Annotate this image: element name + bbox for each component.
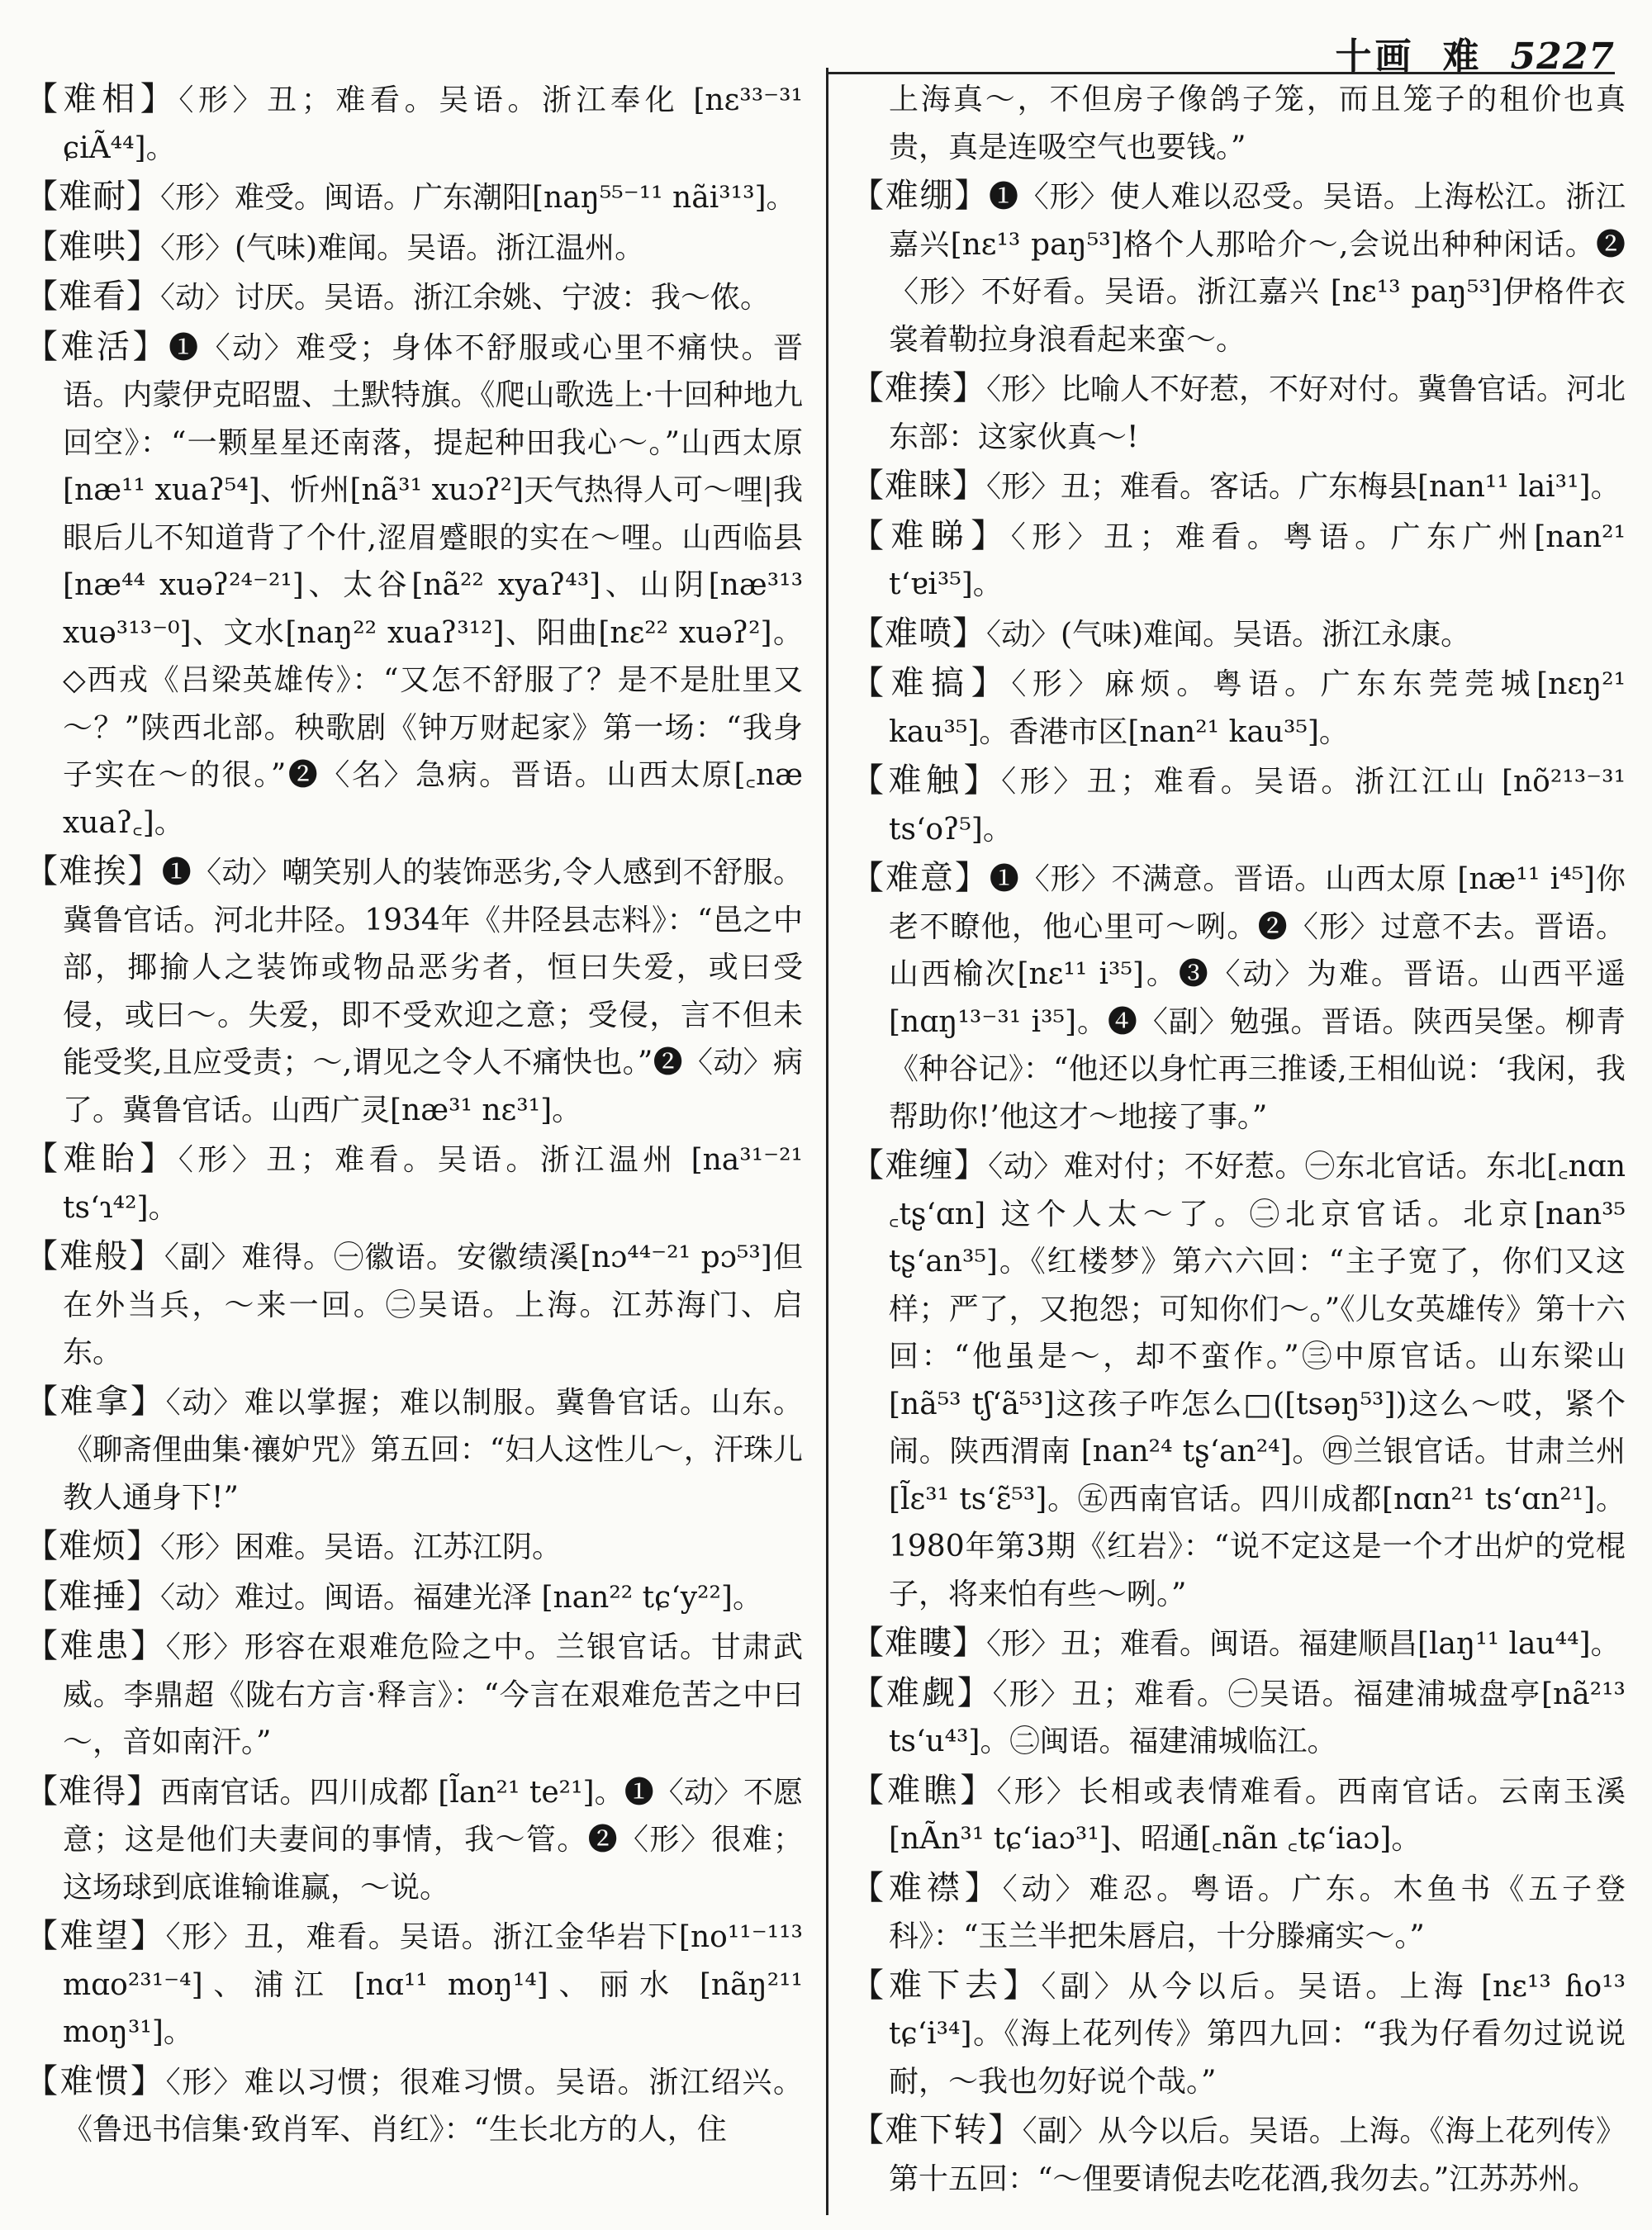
entry-definition: 〈副〉从今以后。吴语。上海 [nɛ¹³ ɦo¹³ tɕʻi³⁴]。《海上花列传》第四九回：“我为仔看勿过说说耐，～我也勿好说个哉。”	[889, 1969, 1626, 2099]
dictionary-entry	[851, 76, 1626, 171]
entry-definition: 〈形〉比喻人不好惹，不好对付。冀鲁官话。河北东部：这家伙真～!	[889, 372, 1626, 454]
dictionary-entry	[851, 757, 1626, 853]
entry-headword: 【难挨】	[25, 852, 162, 890]
entry-headword: 【难瞜】	[851, 1624, 986, 1662]
entry-headword: 【难襟】	[851, 1868, 1003, 1907]
entry-definition: ❶〈动〉难受；身体不舒服或心里不痛快。晋语。内蒙伊克昭盟、土默特旗。《爬山歌选上·十回种地九回空》：“一颗星星还南落，提起种田我心～。”山西太原[næ¹¹ xuaʔ⁵⁴]、忻州[nã³¹ xuɔʔ²]天气热得人可～哩|我眼后儿不知道背了个什,涩眉蹙眼的实在～哩。山西临县[næ⁴⁴ xuəʔ²⁴⁻²¹]、太谷[nã²² xyaʔ⁴³]、山阴[næ³¹³ xuə³¹³⁻⁰]、文水[naŋ²² xuaʔ³¹²]、阳曲[nɛ²² xuəʔ²]。◇西戎《吕梁英雄传》：“又怎不舒服了？是不是肚里又～？”陕西北部。秧歌剧《钟万财起家》第一场：“我身子实在～的很。”❷〈名〉急病。晋语。山西太原[꜀næ xuaʔ꜀]。	[63, 330, 803, 840]
entry-headword: 【难哄】	[25, 227, 160, 266]
dictionary-entry	[25, 324, 803, 847]
entry-definition: 〈动〉(气味)难闻。吴语。浙江永康。	[986, 617, 1471, 652]
entry-headword: 【难缠】	[851, 1146, 989, 1184]
dictionary-entry	[25, 1768, 803, 1912]
entry-headword: 【难捶】	[25, 1577, 160, 1616]
entry-headword: 【难下去】	[851, 1966, 1042, 2005]
entry-headword: 【难活】	[25, 327, 169, 366]
dictionary-entry	[25, 2058, 803, 2154]
dictionary-entry	[851, 1620, 1626, 1668]
dictionary-entry	[851, 2107, 1626, 2203]
entry-definition: 〈形〉丑；难看。闽语。福建顺昌[laŋ¹¹ lau⁴⁴]。	[986, 1627, 1621, 1661]
entry-definition: 〈形〉麻烦。粤语。广东东莞莞城[nɛŋ²¹ kau³⁵]。香港市区[nan²¹ kau³⁵]。	[889, 667, 1626, 749]
entry-definition: 〈形〉丑；难看。粤语。广东广州[nan²¹ tʻɐi³⁵]。	[889, 520, 1626, 601]
entry-definition: 〈动〉难忍。粤语。广东。木鱼书《五子登科》：“玉兰半把朱唇启，十分滕痛实～。”	[889, 1872, 1626, 1953]
entry-headword: 【难拿】	[25, 1382, 166, 1421]
entry-definition: 〈动〉难对付；不好惹。㊀东北官话。东北[꜀nɑn ꜀tʂʻɑn] 这个人太～了。㊁北京官话。北京[nan³⁵ tʂʻan³⁵]。《红楼梦》第六六回：“主子宽了，你们又这样；严了，又抱怨；可知你们～。”《儿女英雄传》第十六回：“他虽是～，却不蛮作。”㊂中原官话。山东梁山[nã⁵³ tʃʻã⁵³]这孩子咋怎么□([tsəŋ⁵³])这么～哎，紧个闹。陕西渭南 [nan²⁴ tʂʻan²⁴]。㊃兰银官话。甘肃兰州[l̃ɛ³¹ tsʻɛ̃⁵³]。㊄西南官话。四川成都[nɑn²¹ tsʻɑn²¹]。1980年第3期《红岩》：“说不定这是一个才出炉的党棍子，将来怕有些～咧。”	[889, 1150, 1626, 1611]
entry-headword: 【难触】	[851, 762, 1002, 799]
dictionary-entry	[851, 1767, 1626, 1863]
dictionary-entry	[851, 463, 1626, 511]
dictionary-entry	[25, 76, 803, 172]
entry-definition: 〈动〉难以掌握；难以制服。冀鲁官话。山东。《聊斋俚曲集·禳妒咒》第五回：“妇人这性儿～，汗珠儿教人通身下!”	[63, 1385, 803, 1515]
entry-definition: 西南官话。四川成都 [l̃an²¹ te²¹]。❶〈动〉不愿意；这是他们夫妻间的事情，我～管。❷〈形〉很难；这场球到底谁输谁赢，～说。	[63, 1775, 803, 1905]
dictionary-entry	[851, 173, 1626, 363]
dictionary-entry	[25, 224, 803, 273]
entry-definition: 〈形〉丑，难看。吴语。浙江金华岩下[no¹¹⁻¹¹³ mɑo²³¹⁻⁴]、浦江 [nɑ¹¹ moŋ¹⁴]、丽水 [nãŋ²¹¹ moŋ³¹]。	[63, 1920, 803, 2049]
dictionary-entry	[25, 848, 803, 1134]
entry-definition: 〈形〉困难。吴语。江苏江阴。	[160, 1530, 563, 1564]
page-number: 5227	[1510, 36, 1615, 78]
entry-definition: 〈形〉丑；难看。吴语。浙江奉化 [nɛ³³⁻³¹ ɕiÃ⁴⁴]。	[63, 83, 803, 165]
header-rule	[826, 72, 1615, 74]
entry-headword: 【难觑】	[851, 1673, 993, 1712]
entry-headword: 【难睇】	[851, 516, 1011, 555]
dictionary-entry	[851, 513, 1626, 609]
dictionary-entry	[851, 610, 1626, 659]
entry-headword: 【难睐】	[851, 467, 986, 505]
entry-definition: 〈形〉难受。闽语。广东潮阳[naŋ⁵⁵⁻¹¹ nãi³¹³]。	[160, 181, 796, 215]
dictionary-entry	[25, 1523, 803, 1572]
dictionary-entry	[25, 1136, 803, 1231]
entry-definition: 〈副〉从今以后。吴语。上海。《海上花列传》第十五回：“～俚要请倪去吃花酒,我勿去。”江苏苏州。	[889, 2114, 1626, 2196]
dictionary-entry	[25, 173, 803, 222]
dictionary-entry	[25, 1378, 803, 1522]
dictionary-entry	[25, 1623, 803, 1767]
entry-headword: 【难相】	[25, 80, 179, 118]
entry-definition: 〈动〉难过。闽语。福建光泽 [nan²² tɕʻy²²]。	[160, 1580, 762, 1615]
header-char: 难	[1442, 36, 1483, 78]
entry-definition: ❶〈形〉使人难以忍受。吴语。上海松江。浙江嘉兴[nɛ¹³ paŋ⁵³]格个人那哈介～,会说出种种闲话。❷〈形〉不好看。吴语。浙江嘉兴 [nɛ¹³ paŋ⁵³]伊格件衣裳着勒拉身浪看起来蛮～。	[889, 180, 1626, 357]
entry-definition: 〈形〉难以习惯；很难习惯。吴语。浙江绍兴。《鲁迅书信集·致肖军、肖红》：“生长北方的人，住	[63, 2065, 803, 2147]
right-column	[851, 76, 1626, 2204]
dictionary-entry	[851, 1670, 1626, 1766]
column-divider	[826, 68, 828, 2215]
entry-definition: 〈形〉丑；难看。吴语。浙江温州 [na³¹⁻²¹ tsʻɿ⁴²]。	[63, 1143, 803, 1225]
dictionary-entry	[851, 660, 1626, 756]
entry-headword: 【难揍】	[851, 369, 986, 407]
entry-definition: 〈形〉(气味)难闻。吴语。浙江温州。	[160, 230, 645, 265]
entry-headword: 【难惯】	[25, 2062, 166, 2100]
left-column	[25, 76, 803, 2156]
header-section: 十画	[1335, 36, 1415, 78]
entry-headword: 【难般】	[25, 1237, 164, 1275]
entry-definition: ❶〈动〉嘲笑别人的装饰恶劣,令人感到不舒服。冀鲁官话。河北井陉。1934年《井陉县志料》：“邑之中部，揶揄人之装饰或物品恶劣者，恒曰失爱，或曰受侵，或曰～。失爱，即不受欢迎之意；受侵，言不但未能受奖,且应受责；～,谓见之令人不痛快也。”❷〈动〉病了。冀鲁官话。山西广灵[næ³¹ nɛ³¹]。	[63, 856, 803, 1127]
entry-definition: 〈形〉丑；难看。客话。广东梅县[nan¹¹ lai³¹]。	[986, 470, 1621, 504]
entry-definition: 〈形〉丑；难看。㊀吴语。福建浦城盘亭[nã²¹³ tsʻu⁴³]。㊁闽语。福建浦城临江。	[889, 1677, 1626, 1758]
entry-definition: 〈形〉丑；难看。吴语。浙江江山 [nõ²¹³⁻³¹ tsʻoʔ⁵]。	[889, 765, 1626, 847]
entry-headword: 【难喷】	[851, 614, 986, 652]
entry-definition: ❶〈形〉不满意。晋语。山西太原 [næ¹¹ i⁴⁵]你老不瞭他，他心里可～咧。❷〈形〉过意不去。晋语。山西榆次[nɛ¹¹ i³⁵]。❸〈动〉为难。晋语。山西平遥[nɑŋ¹³⁻³¹ i³⁵]。❹〈副〉勉强。晋语。陕西吴堡。柳青《种谷记》：“他还以身忙再三推诿,王相仙说：‘我闲，我帮助你!’他这才～地接了事。”	[889, 862, 1626, 1134]
dictionary-entry	[25, 1573, 803, 1622]
entry-definition: 〈形〉形容在艰难危险之中。兰银官话。甘肃武威。李鼎超《陇右方言·释言》：“今言在艰难危苦之中曰～，音如南汗。”	[63, 1630, 803, 1759]
entry-definition: 〈形〉长相或表情难看。西南官话。云南玉溪[nÃn³¹ tɕʻiaɔ³¹]、昭通[꜀nãn ꜀tɕʻiaɔ]。	[889, 1774, 1626, 1856]
entry-headword: 【难望】	[25, 1917, 166, 1955]
entry-definition: 上海真～，不但房子像鸽子笼，而且笼子的租价也真贵，真是连吸空气也要钱。”	[889, 83, 1626, 164]
entry-headword: 【难意】	[851, 859, 990, 897]
entry-headword: 【难绷】	[851, 177, 989, 215]
dictionary-entry	[851, 1962, 1626, 2106]
dictionary-entry	[851, 1142, 1626, 1618]
entry-definition: 〈动〉讨厌。吴语。浙江余姚、宁波：我～侬。	[160, 281, 771, 315]
dictionary-entry	[25, 273, 803, 322]
dictionary-entry	[851, 855, 1626, 1141]
entry-headword: 【难下转】	[851, 2111, 1023, 2149]
entry-definition: 〈副〉难得。㊀徽语。安徽绩溪[nɔ⁴⁴⁻²¹ pɔ⁵³]但在外当兵，～来一回。㊁吴语。上海。江苏海门、启东。	[63, 1241, 804, 1369]
entry-headword: 【难眙】	[25, 1140, 178, 1178]
dictionary-entry	[851, 365, 1626, 461]
entry-headword: 【难耐】	[25, 178, 160, 216]
page-header	[0, 18, 1615, 78]
dictionary-entry	[25, 1233, 803, 1377]
entry-headword: 【难瞧】	[851, 1771, 997, 1810]
dictionary-entry	[25, 1913, 803, 2057]
dictionary-entry	[851, 1865, 1626, 1961]
entry-headword: 【难得】	[25, 1772, 161, 1810]
entry-headword: 【难患】	[25, 1627, 166, 1665]
entry-headword: 【难烦】	[25, 1527, 160, 1565]
entry-headword: 【难搞】	[851, 664, 1012, 702]
entry-headword: 【难看】	[25, 278, 160, 316]
